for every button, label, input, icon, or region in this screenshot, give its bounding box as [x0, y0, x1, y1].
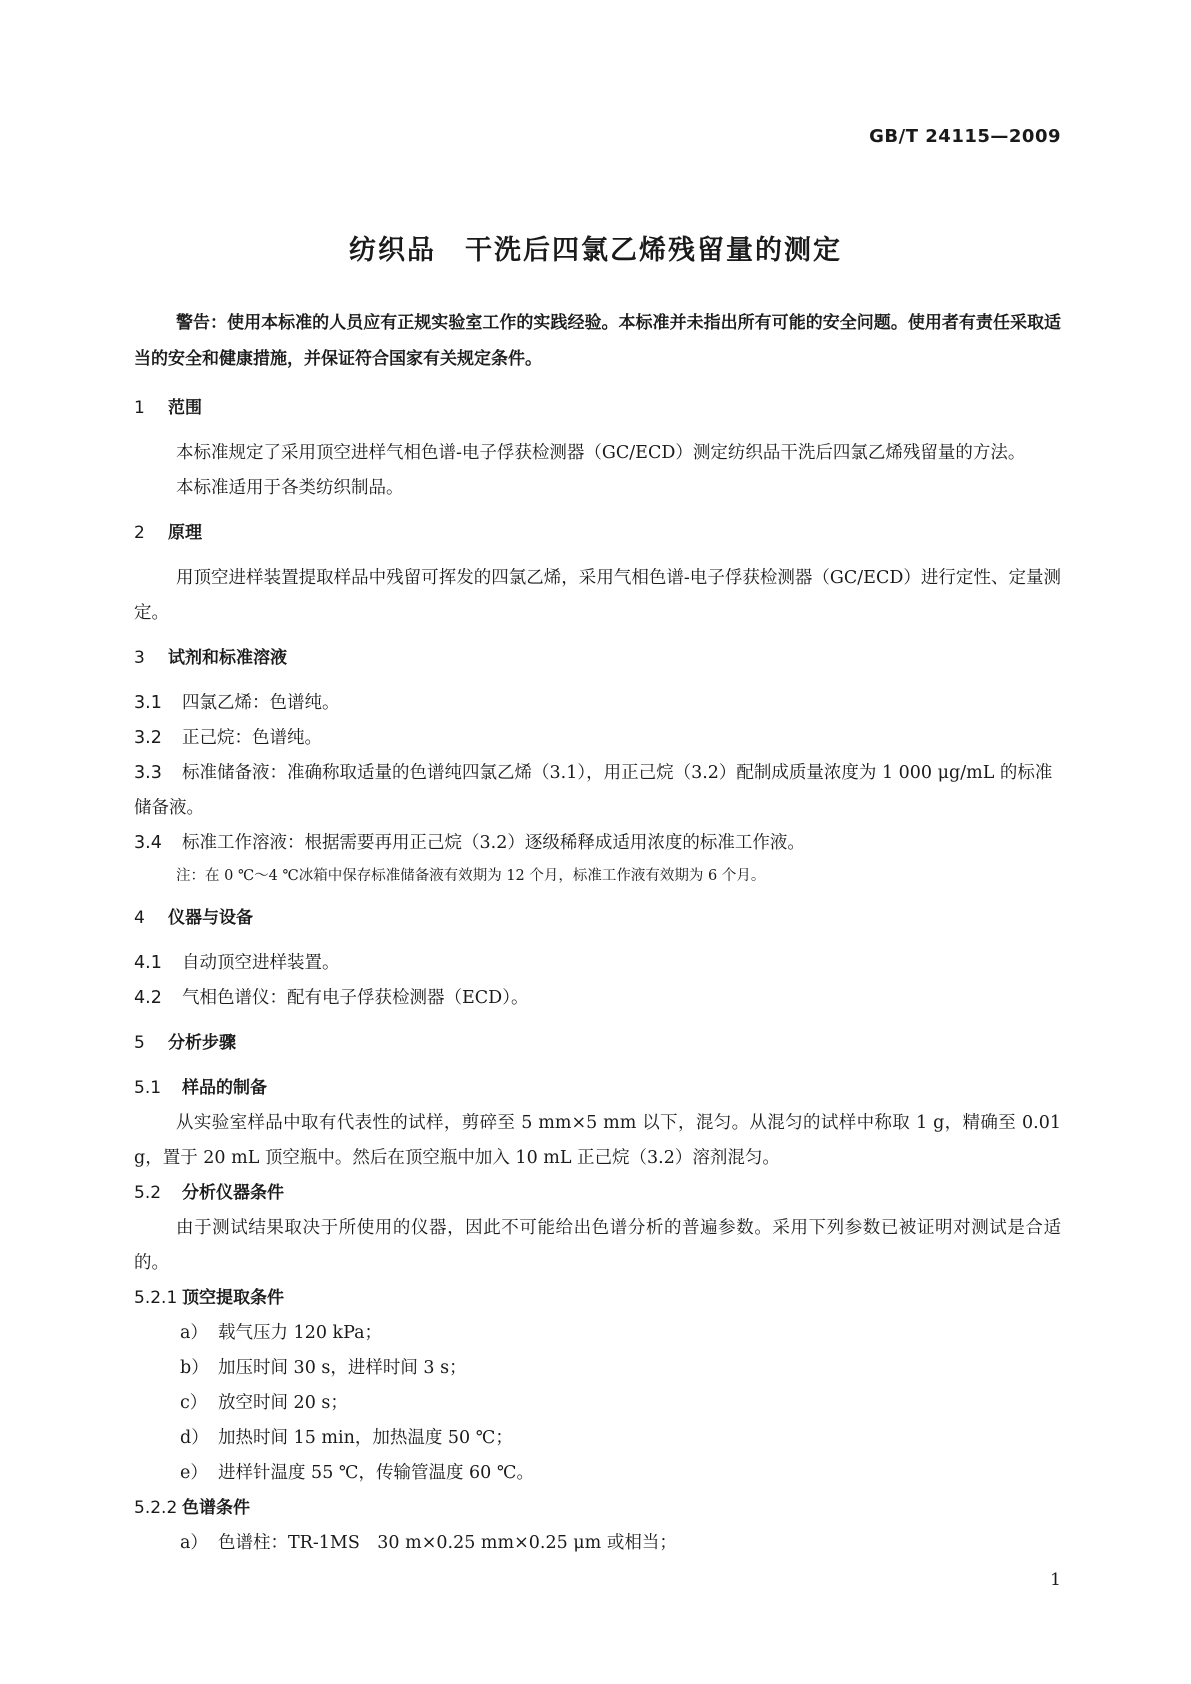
list-label: c） — [180, 1393, 208, 1413]
clause-item — [134, 981, 1061, 1016]
clause-item — [134, 756, 1061, 826]
list-item — [134, 1386, 1061, 1421]
clause-number: 3.3 — [134, 763, 162, 783]
list-text: 进样针温度 55 ℃，传输管温度 60 ℃。 — [218, 1463, 534, 1483]
list-item — [134, 1526, 1061, 1561]
section-number: 2 — [134, 523, 145, 543]
subsection-number: 5.2 — [134, 1183, 162, 1203]
list-label: d） — [180, 1428, 209, 1448]
subsection-title: 顶空提取条件 — [182, 1288, 284, 1308]
clause-text: 气相色谱仪：配有电子俘获检测器（ECD）。 — [182, 988, 529, 1008]
subsection-title: 色谱条件 — [182, 1498, 250, 1518]
clause-item — [134, 946, 1061, 981]
section-number: 1 — [134, 398, 145, 418]
clause-item — [134, 686, 1061, 721]
paragraph: 本标准适用于各类纺织制品。 — [176, 478, 404, 498]
subsection-number: 5.2.1 — [134, 1288, 178, 1308]
list-text: 放空时间 20 s； — [218, 1393, 348, 1413]
subsection-title: 分析仪器条件 — [182, 1183, 284, 1203]
document-title: 纺织品 干洗后四氯乙烯残留量的测定 — [349, 235, 842, 266]
list-text: 加热时间 15 min，加热温度 50 ℃； — [218, 1428, 513, 1448]
subsection-5-2-heading — [134, 1176, 1061, 1211]
list-text: 载气压力 120 kPa； — [218, 1323, 383, 1343]
paragraph: 用顶空进样装置提取样品中残留可挥发的四氯乙烯，采用气相色谱-电子俘获检测器（GC/ECD）进行定性、定量测定。 — [134, 568, 1061, 623]
section-title: 范围 — [168, 398, 202, 418]
section-number: 4 — [134, 908, 145, 928]
section-3-heading — [134, 641, 1061, 676]
paragraph: 由于测试结果取决于所使用的仪器，因此不可能给出色谱分析的普遍参数。采用下列参数已被证明对测试是合适的。 — [134, 1218, 1061, 1273]
section-2-heading — [134, 516, 1061, 551]
list-text: 加压时间 30 s，进样时间 3 s； — [218, 1358, 467, 1378]
note: 注：在 0 ℃～4 ℃冰箱中保存标准储备液有效期为 12 个月，标准工作液有效期为 6 个月。 — [176, 868, 766, 884]
clause-number: 3.4 — [134, 833, 162, 853]
section-number: 3 — [134, 648, 145, 668]
section-4-heading — [134, 901, 1061, 936]
list-item — [134, 1421, 1061, 1456]
section-title: 分析步骤 — [168, 1033, 236, 1053]
list-label: e） — [180, 1463, 208, 1483]
section-5-heading — [134, 1026, 1061, 1061]
clause-number: 3.2 — [134, 728, 162, 748]
clause-text: 四氯乙烯：色谱纯。 — [182, 693, 340, 713]
paragraph: 本标准规定了采用顶空进样气相色谱-电子俘获检测器（GC/ECD）测定纺织品干洗后四氯乙烯残留量的方法。 — [176, 443, 1026, 463]
subsection-5-2-2-heading — [134, 1491, 1061, 1526]
subsection-5-1-heading — [134, 1071, 1061, 1106]
paragraph: 从实验室样品中取有代表性的试样，剪碎至 5 mm×5 mm 以下，混匀。从混匀的试样中称取 1 g，精确至 0.01 g，置于 20 mL 顶空瓶中。然后在顶空瓶中加入 10 mL 正己烷（3.2）溶剂混匀。 — [134, 1113, 1061, 1168]
subsection-5-2-1-heading — [134, 1281, 1061, 1316]
list-item — [134, 1316, 1061, 1351]
page-number: 1 — [1050, 1570, 1061, 1590]
clause-text: 正己烷：色谱纯。 — [182, 728, 322, 748]
standard-number: GB/T 24115—2009 — [869, 126, 1061, 147]
clause-text: 自动顶空进样装置。 — [182, 953, 340, 973]
section-title: 试剂和标准溶液 — [168, 648, 287, 668]
list-label: a） — [180, 1533, 208, 1553]
subsection-number: 5.1 — [134, 1078, 162, 1098]
clause-number: 3.1 — [134, 693, 162, 713]
clause-text: 标准工作溶液：根据需要再用正己烷（3.2）逐级稀释成适用浓度的标准工作液。 — [182, 833, 805, 853]
section-title: 原理 — [168, 523, 202, 543]
subsection-number: 5.2.2 — [134, 1498, 178, 1518]
section-title: 仪器与设备 — [168, 908, 253, 928]
list-text: 色谱柱：TR-1MS 30 m×0.25 mm×0.25 μm 或相当； — [218, 1533, 677, 1553]
list-item — [134, 1456, 1061, 1491]
document-body — [134, 305, 1061, 1561]
list-label: b） — [180, 1358, 209, 1378]
subsection-title: 样品的制备 — [182, 1078, 267, 1098]
clause-text: 标准储备液：准确称取适量的色谱纯四氯乙烯（3.1），用正己烷（3.2）配制成质量浓度为 1 000 μg/mL 的标准储备液。 — [134, 763, 1053, 818]
clause-item — [134, 826, 1061, 861]
section-number: 5 — [134, 1033, 145, 1053]
clause-item — [134, 721, 1061, 756]
section-1-heading — [134, 391, 1061, 426]
warning-paragraph: 警告：使用本标准的人员应有正规实验室工作的实践经验。本标准并未指出所有可能的安全问题。使用者有责任采取适当的安全和健康措施，并保证符合国家有关规定条件。 — [134, 313, 1061, 369]
list-item — [134, 1351, 1061, 1386]
clause-number: 4.1 — [134, 953, 162, 973]
list-label: a） — [180, 1323, 208, 1343]
clause-number: 4.2 — [134, 988, 162, 1008]
